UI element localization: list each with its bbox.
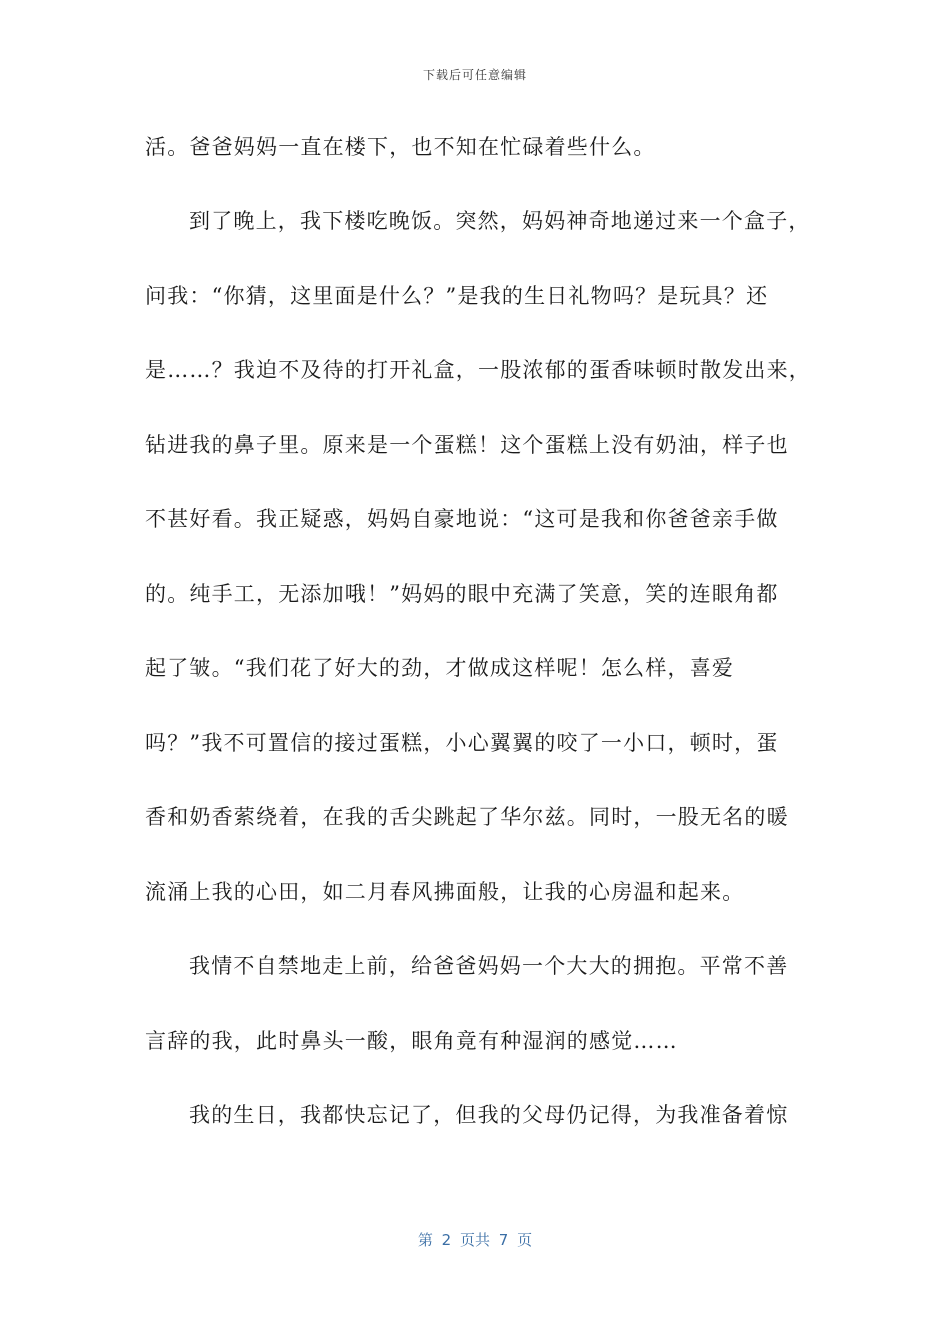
total-page-count: 7 — [498, 1231, 509, 1249]
text-line: 是……？我迫不及待的打开礼盒，一股浓郁的蛋香味顿时散发出来， — [145, 358, 811, 382]
page-header: 下载后可任意编辑 — [422, 68, 527, 82]
footer-suffix: 页 — [517, 1231, 533, 1249]
text-line: 到了晚上，我下楼吃晚饭。突然，妈妈神奇地递过来一个盒子， — [189, 209, 811, 233]
current-page-number: 2 — [441, 1231, 452, 1249]
page-footer — [0, 1229, 950, 1250]
text-line: 我情不自禁地走上前，给爸爸妈妈一个大大的拥抱。平常不善 — [189, 954, 789, 978]
footer-middle: 页共 — [459, 1231, 490, 1249]
text-line: 的。纯手工，无添加哦！”妈妈的眼中充满了笑意，笑的连眼角都 — [145, 582, 779, 606]
text-line: 问我：“你猜，这里面是什么？”是我的生日礼物吗？是玩具？还 — [145, 284, 769, 308]
text-line: 吗？”我不可置信的接过蛋糕，小心翼翼的咬了一小口，顿时，蛋 — [145, 731, 779, 755]
text-line: 活。爸爸妈妈一直在楼下，也不知在忙碌着些什么。 — [145, 135, 656, 159]
text-line: 流涌上我的心田，如二月春风拂面般，让我的心房温和起来。 — [145, 880, 745, 904]
text-line: 起了皱。“我们花了好大的劲，才做成这样呢！怎么样，喜爱 — [145, 656, 735, 680]
text-line: 不甚好看。我正疑惑，妈妈自豪地说：“这可是我和你爸爸亲手做 — [145, 507, 779, 531]
text-line: 我的生日，我都快忘记了，但我的父母仍记得，为我准备着惊 — [189, 1103, 789, 1127]
text-line: 言辞的我，此时鼻头一酸，眼角竟有种湿润的感觉…… — [145, 1029, 678, 1053]
text-line: 钻进我的鼻子里。原来是一个蛋糕！这个蛋糕上没有奶油，样子也 — [145, 433, 789, 457]
text-line: 香和奶香萦绕着，在我的舌尖跳起了华尔兹。同时，一股无名的暖 — [145, 805, 789, 829]
footer-prefix: 第 — [417, 1231, 433, 1249]
